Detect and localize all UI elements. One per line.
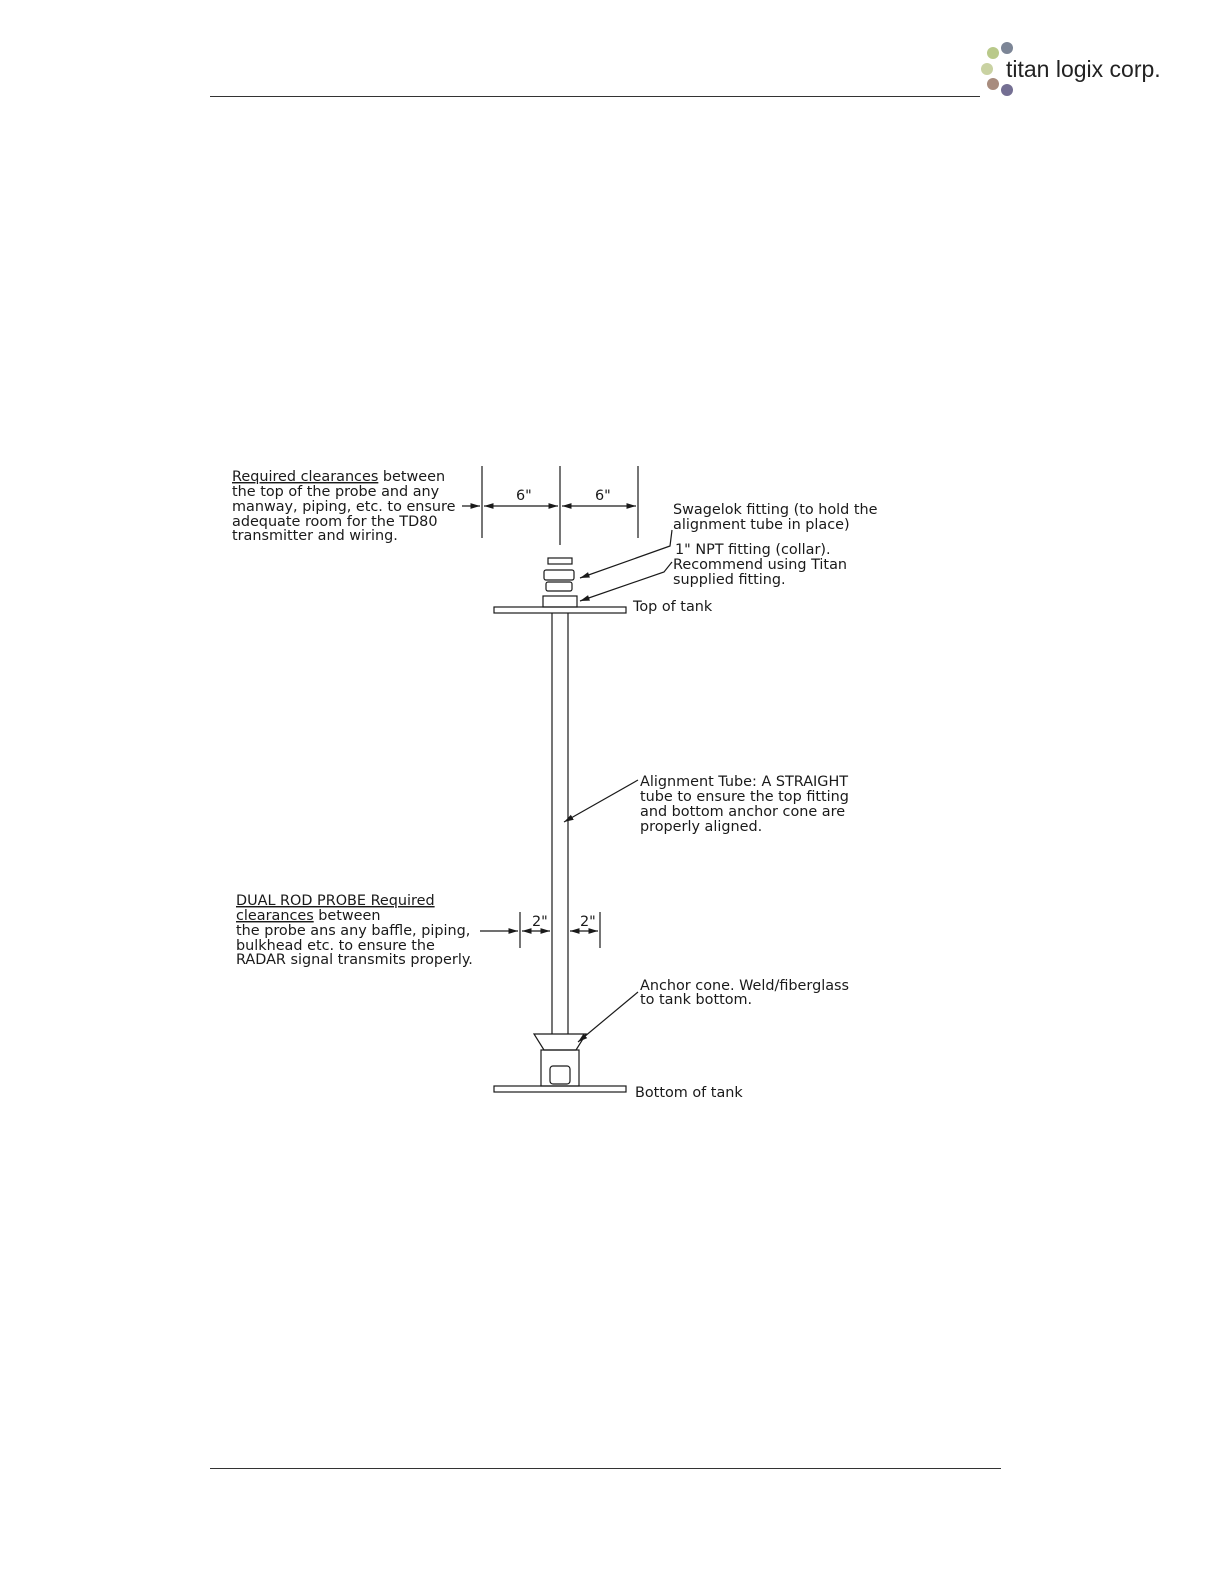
dual-rod-note: DUAL ROD PROBE Required clearances between the probe ans any baffle, piping, bulkhead etc. to ensure the RADAR signal transmits properly. — [236, 893, 473, 968]
alignment-leader — [564, 780, 638, 822]
bottom-of-tank-plate — [494, 1086, 626, 1092]
dim-label-2-left: 2" — [532, 914, 548, 930]
npt-note: 1" NPT fitting (collar). Recommend using Titan supplied fitting. — [673, 542, 848, 588]
swagelok-fitting-body — [546, 582, 572, 591]
top-of-tank-label: Top of tank — [633, 599, 713, 615]
dim-label-6-right: 6" — [595, 488, 611, 504]
anchor-cone-note: Anchor cone. Weld/fiberglass to tank bottom. — [640, 978, 850, 1008]
top-of-tank-plate — [494, 607, 626, 613]
bottom-of-tank-label: Bottom of tank — [635, 1085, 743, 1101]
dim-label-6-left: 6" — [516, 488, 532, 504]
swagelok-leader — [580, 530, 672, 578]
swagelok-fitting-upper — [548, 558, 572, 564]
logo-text: titan logix corp. — [1006, 56, 1161, 82]
swagelok-fitting-nut — [544, 570, 574, 580]
alignment-tube-note: Alignment Tube: A STRAIGHT tube to ensure the top fitting and bottom anchor cone are properly aligned. — [640, 774, 849, 835]
anchor-base-block — [541, 1050, 579, 1086]
footer-rule — [210, 1468, 1001, 1469]
swagelok-note: Swagelok fitting (to hold the alignment tube in place) — [673, 502, 878, 533]
npt-leader — [580, 562, 672, 601]
anchor-leader — [578, 992, 638, 1042]
npt-fitting-collar — [543, 596, 577, 607]
top-clearance-note: Required clearances between the top of the probe and any manway, piping, etc. to ensure adequate room for the TD80 transmitter and wiring. — [232, 469, 456, 544]
anchor-base-window — [550, 1066, 570, 1084]
dim-label-2-right: 2" — [580, 914, 596, 930]
